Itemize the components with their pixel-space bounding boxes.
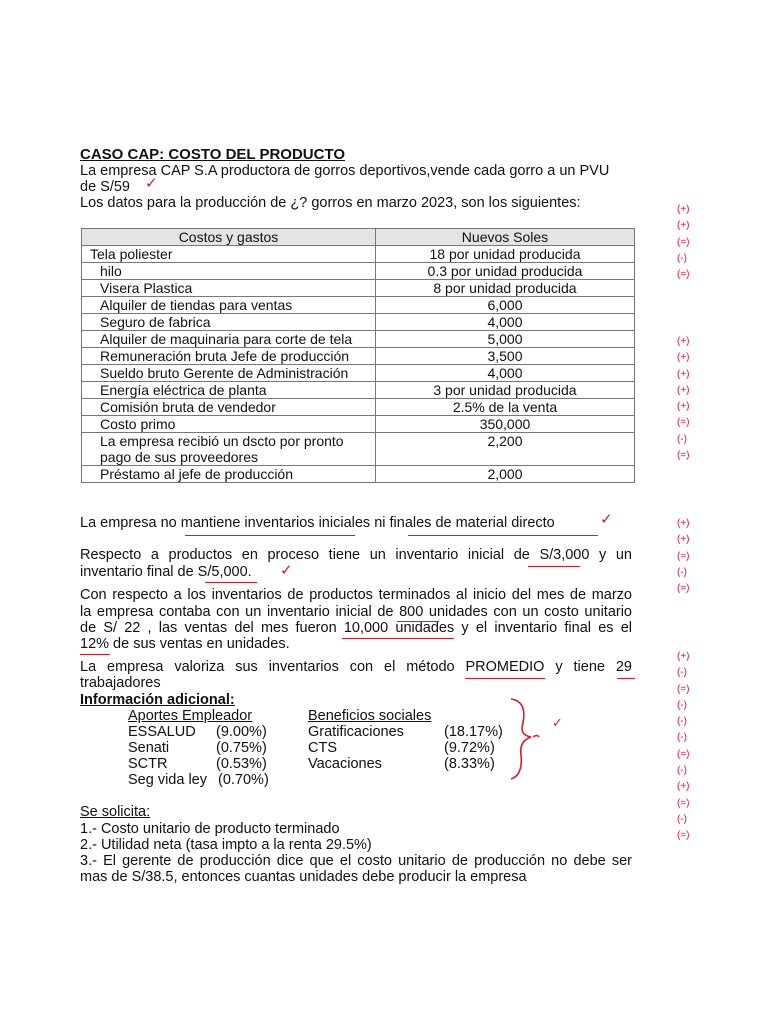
table-row (82, 297, 635, 314)
valoriza-line-2: trabajadores (80, 675, 161, 691)
check-mark-icon: ✓ (600, 511, 613, 528)
red-underline (205, 582, 257, 583)
row-value: 8 por unidad producida (376, 280, 635, 297)
margin-sign: (-) (677, 667, 687, 679)
terminados-line-4: 12% de sus ventas en unidades. (80, 636, 290, 652)
margin-sign: (-) (677, 252, 687, 264)
margin-sign: (+) (677, 384, 690, 396)
row-value: 6,000 (376, 297, 635, 314)
margin-sign: (-) (677, 566, 687, 578)
red-underline (617, 678, 635, 679)
margin-sign: (=) (677, 748, 690, 760)
margin-sign: (+) (677, 518, 690, 529)
margin-sign: (=) (677, 550, 690, 562)
red-underline (528, 566, 580, 567)
intro-line-3: Los datos para la producción de ¿? gorros en marzo 2023, son los siguientes: (80, 195, 581, 211)
table-row (82, 280, 635, 297)
row-value: 0.3 por unidad producida (376, 263, 635, 280)
margin-sign: (=) (677, 450, 690, 462)
terminados-line-1: Con respecto a los inventarios de productos terminados al inicio del mes de marzo (80, 587, 632, 603)
table-row (82, 314, 635, 331)
margin-sign: (-) (677, 765, 687, 777)
margin-sign: (+) (677, 781, 690, 793)
table-row (82, 466, 635, 483)
margin-sign: (=) (677, 236, 690, 248)
table-row (82, 416, 635, 433)
aporte-rate: (9.00%) (216, 724, 267, 740)
margin-sign: (=) (677, 269, 690, 281)
row-concept: Visera Plastica (82, 280, 376, 297)
terminados-line-3: de S/ 22 , las ventas del mes fueron 10,000 unidades y el inventario final es el (80, 620, 632, 636)
beneficio-name: Vacaciones (308, 756, 382, 772)
row-concept: Alquiler de maquinaria para corte de tela (82, 331, 376, 348)
intro-line-2: de S/59 (80, 179, 130, 195)
margin-sign: (+) (677, 204, 690, 215)
row-value: 350,000 (376, 416, 635, 433)
row-value: 2,200 (376, 433, 635, 466)
row-concept: hilo (82, 263, 376, 280)
red-underline (397, 621, 439, 622)
row-value: 4,000 (376, 365, 635, 382)
aporte-name: SCTR (128, 756, 168, 772)
aporte-rate: (0.75%) (216, 740, 267, 756)
beneficio-name: Gratificaciones (308, 724, 404, 740)
margin-sign: (+) (677, 352, 690, 364)
aporte-rate: (0.70%) (218, 772, 269, 788)
row-value: 18 por unidad producida (376, 246, 635, 263)
row-concept: Costo primo (82, 416, 376, 433)
red-underline (342, 638, 454, 639)
row-concept: Seguro de fabrica (82, 314, 376, 331)
row-value: 2,000 (376, 466, 635, 483)
row-concept: Sueldo bruto Gerente de Administración (82, 365, 376, 382)
table-row (82, 348, 635, 365)
table-row (82, 246, 635, 263)
row-value: 4,000 (376, 314, 635, 331)
aporte-name: Senati (128, 740, 170, 756)
table-row (82, 263, 635, 280)
red-underline (80, 654, 110, 655)
row-concept: Préstamo al jefe de producción (82, 466, 376, 483)
red-underline (465, 678, 545, 679)
aporte-name: ESSALUD (128, 724, 196, 740)
beneficios-title: Beneficios sociales (308, 708, 432, 724)
solicita-item: 3.- El gerente de producción dice que el costo unitario de producción no debe ser (80, 853, 632, 869)
beneficio-name: CTS (308, 740, 337, 756)
table-row (82, 399, 635, 416)
header-costos: Costos y gastos (82, 229, 376, 246)
check-mark-icon: ✓ (145, 175, 158, 192)
margin-sign: (+) (677, 651, 690, 662)
table-row (82, 331, 635, 348)
margin-sign: (=) (677, 797, 690, 809)
margin-sign: (=) (677, 583, 690, 595)
info-heading: Información adicional: (80, 692, 235, 708)
margin-sign: (=) (677, 683, 690, 695)
check-mark-icon: ✓ (280, 562, 293, 579)
beneficio-rate: (9.72%) (444, 740, 495, 756)
row-concept: Comisión bruta de vendedor (82, 399, 376, 416)
margin-sign: (=) (677, 417, 690, 429)
table-row (82, 382, 635, 399)
margin-signs-group-2 (677, 334, 690, 464)
margin-sign: (-) (677, 813, 687, 825)
margin-sign: (-) (677, 716, 687, 728)
inv-material-text: La empresa no mantiene inventarios iniciales ni finales de material directo (80, 515, 555, 531)
proceso-line-1: Respecto a productos en proceso tiene un inventario inicial de S/3,000 y un (80, 547, 632, 563)
valoriza-line-1: La empresa valoriza sus inventarios con el método PROMEDIO y tiene 29 (80, 659, 632, 675)
solicita-item: mas de S/38.5, entonces cuantas unidades debe producir la empresa (80, 869, 527, 885)
solicita-item: 2.- Utilidad neta (tasa impto a la renta 29.5%) (80, 837, 372, 853)
aporte-name: Seg vida ley (128, 772, 207, 788)
beneficio-rate: (8.33%) (444, 756, 495, 772)
margin-sign: (+) (677, 368, 690, 380)
table-header-row (82, 229, 635, 246)
row-concept: Alquiler de tiendas para ventas (82, 297, 376, 314)
margin-signs-group-1 (677, 202, 690, 283)
table-row (82, 365, 635, 382)
table-row (82, 433, 635, 466)
solicita-item: 1.- Costo unitario de producto terminado (80, 821, 340, 837)
row-value: 3 por unidad producida (376, 382, 635, 399)
margin-sign: (-) (677, 732, 687, 744)
margin-sign: (-) (677, 433, 687, 445)
row-value: 3,500 (376, 348, 635, 365)
proceso-line-2: inventario final de S/5,000. (80, 564, 252, 580)
row-value: 2.5% de la venta (376, 399, 635, 416)
row-concept: La empresa recibió un dscto por pronto pago de sus proveedores (82, 433, 376, 466)
handwritten-brace-icon (505, 695, 575, 785)
row-value: 5,000 (376, 331, 635, 348)
margin-sign: (+) (677, 336, 690, 347)
beneficio-rate: (18.17%) (444, 724, 503, 740)
row-concept: Energía eléctrica de planta (82, 382, 376, 399)
margin-sign: (+) (677, 401, 690, 413)
margin-signs-group-3 (677, 516, 690, 597)
solicita-heading: Se solicita: (80, 804, 151, 820)
margin-signs-group-4 (677, 649, 690, 845)
costs-table (81, 228, 635, 483)
aporte-rate: (0.53%) (216, 756, 267, 772)
row-concept: Remuneración bruta Jefe de producción (82, 348, 376, 365)
red-underline (408, 535, 598, 536)
aportes-title: Aportes Empleador (128, 708, 253, 724)
page-title: CASO CAP: COSTO DEL PRODUCTO (80, 146, 346, 163)
header-soles: Nuevos Soles (376, 229, 635, 246)
margin-sign: (-) (677, 699, 687, 711)
intro-line-1: La empresa CAP S.A productora de gorros deportivos,vende cada gorro a un PVU (80, 163, 610, 179)
row-concept: Tela poliester (82, 246, 376, 263)
margin-sign: (+) (677, 534, 690, 546)
margin-sign: (+) (677, 220, 690, 232)
margin-sign: (=) (677, 830, 690, 842)
terminados-line-2: la empresa contaba con un inventario inicial de 800 unidades con un costo unitario (80, 604, 632, 620)
red-underline (185, 535, 355, 536)
check-mark-icon: ✓ (552, 715, 563, 730)
